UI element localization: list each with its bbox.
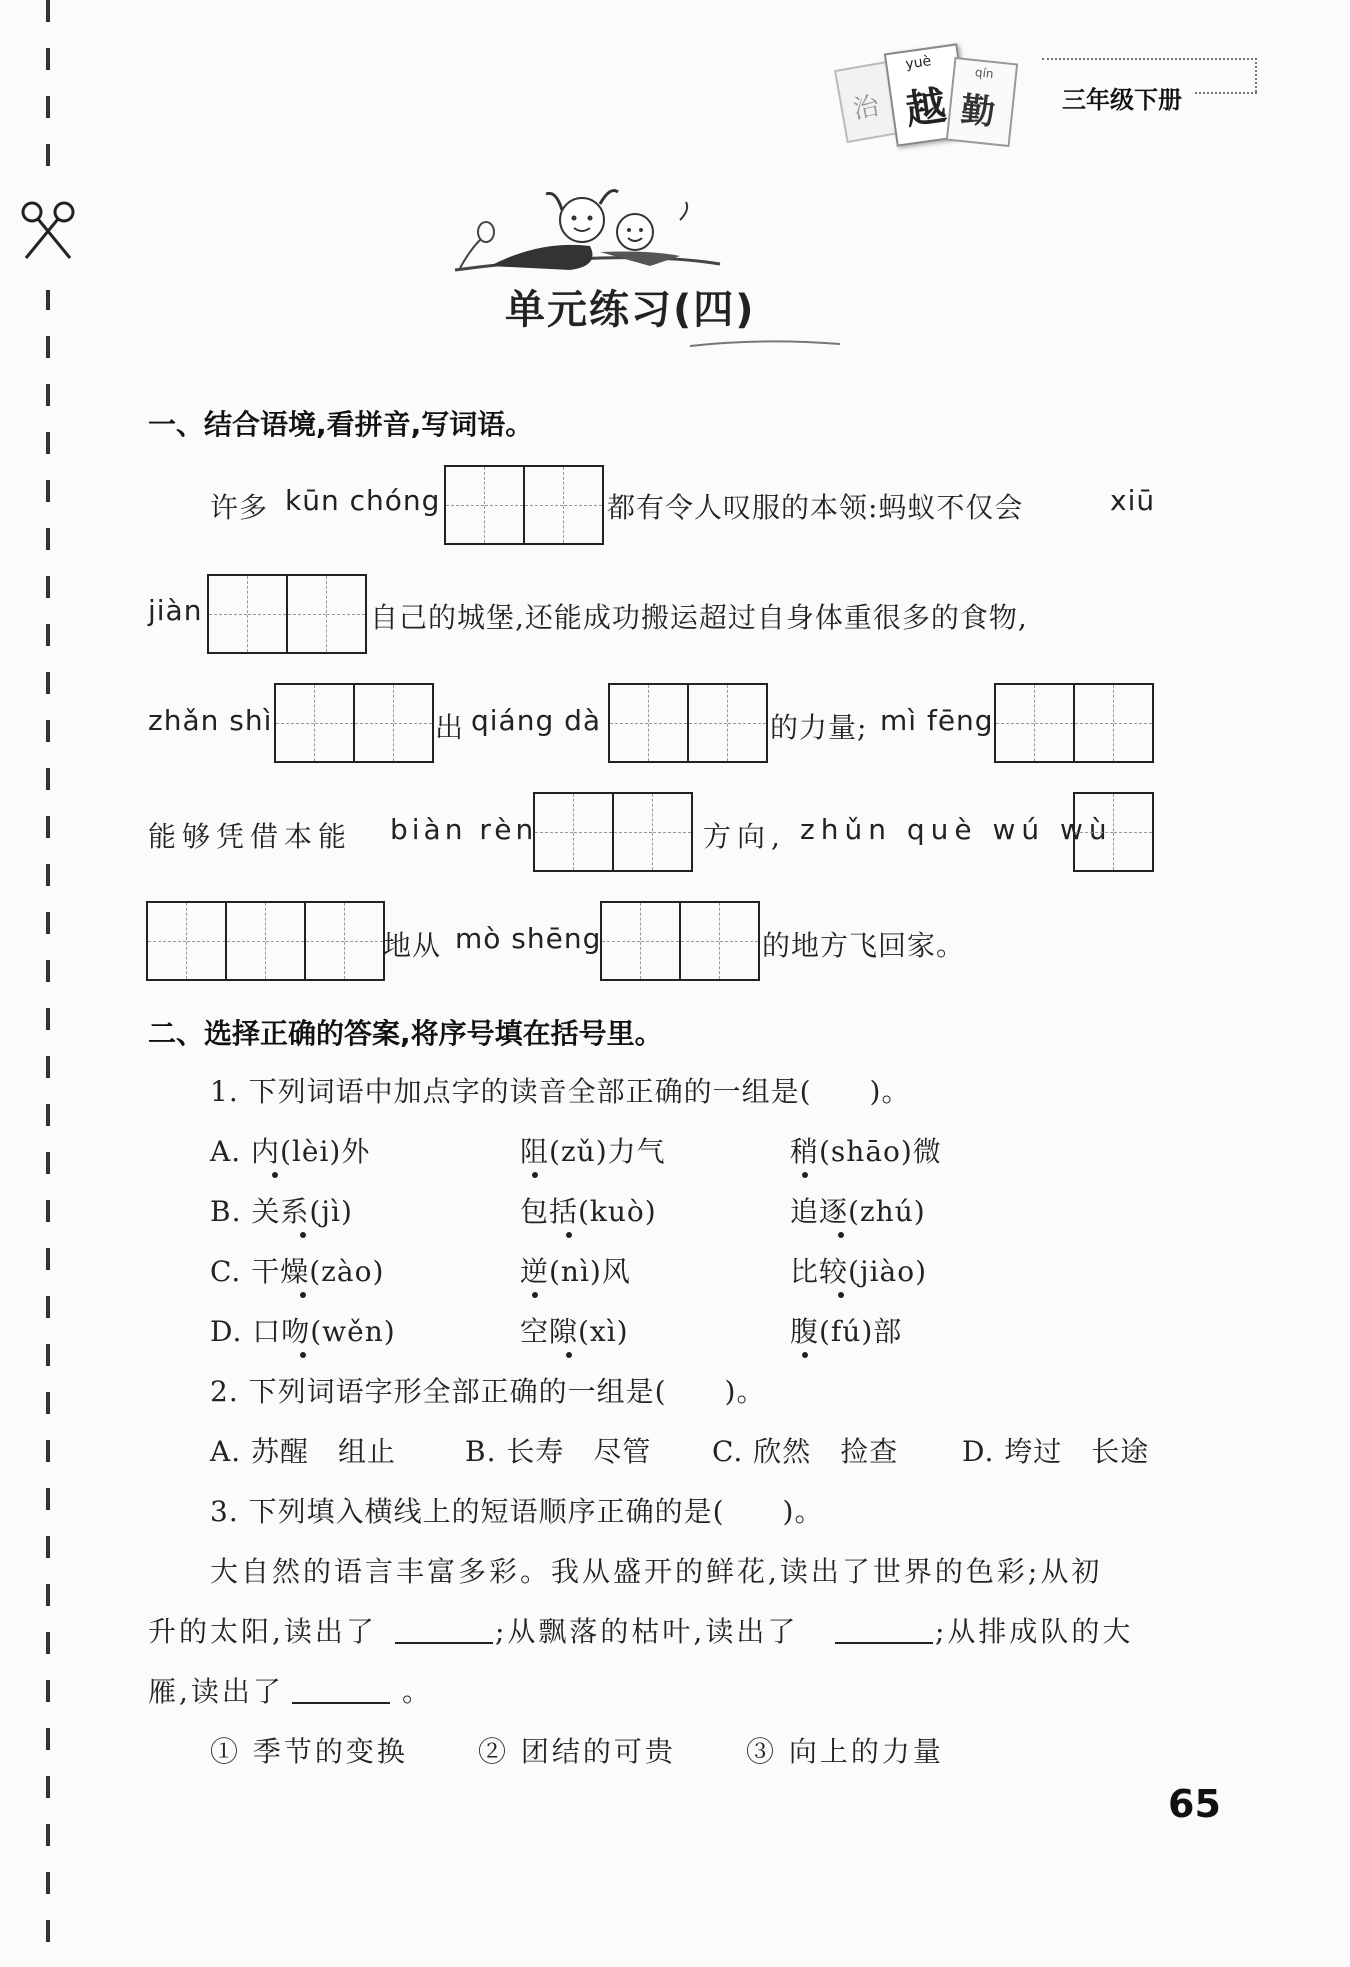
q3-paragraph-line2c: ;从排成队的大 bbox=[935, 1615, 1134, 1648]
line5-pinyin-a: mò shēng bbox=[455, 922, 602, 955]
emphasis-dot bbox=[272, 1172, 278, 1178]
line5-text-b: 的地方飞回家。 bbox=[762, 929, 966, 962]
q1-option-c1: C. 干燥(zào) bbox=[210, 1255, 385, 1288]
series-pinyin-2: qín bbox=[974, 65, 995, 82]
grade-label: 三年级下册 bbox=[1062, 86, 1182, 114]
answer-grid-zhunque-rest[interactable] bbox=[146, 901, 385, 981]
series-char-3: 勤 bbox=[958, 89, 997, 134]
q3-paragraph-line2b: ;从飘落的枯叶,读出了 bbox=[495, 1615, 799, 1648]
q2-option-a: A. 苏醒 组止 bbox=[210, 1435, 397, 1468]
line1-pinyin-b: xiū bbox=[1110, 484, 1156, 517]
line4-pinyin-b: zhǔn què wú wù bbox=[800, 813, 1113, 846]
answer-grid-zhanshi[interactable] bbox=[274, 683, 434, 763]
line4-pinyin-a: biàn rèn bbox=[390, 813, 538, 846]
answer-grid-mosheng[interactable] bbox=[600, 901, 760, 981]
emphasis-dot bbox=[300, 1352, 306, 1358]
q3-text: 3. 下列填入横线上的短语顺序正确的是( )。 bbox=[210, 1495, 824, 1528]
q1-option-b2: 包括(kuò) bbox=[520, 1195, 657, 1228]
q3-choice-3: ③ 向上的力量 bbox=[746, 1735, 944, 1768]
q2-option-c: C. 欣然 捡查 bbox=[712, 1435, 899, 1468]
q2-option-d: D. 垮过 长途 bbox=[962, 1435, 1150, 1468]
line3-pinyin-c: mì fēng bbox=[880, 704, 994, 737]
answer-grid-kunchong[interactable] bbox=[444, 465, 604, 545]
q3-blank-1[interactable] bbox=[395, 1616, 493, 1644]
q2-text: 2. 下列词语字形全部正确的一组是( )。 bbox=[210, 1375, 766, 1408]
emphasis-dot bbox=[566, 1352, 572, 1358]
answer-grid-qiangda[interactable] bbox=[608, 683, 768, 763]
q3-choice-2: ② 团结的可贵 bbox=[478, 1735, 676, 1768]
series-char-1: 治 bbox=[850, 91, 882, 126]
section2-heading: 二、选择正确的答案,将序号填在括号里。 bbox=[148, 1017, 663, 1050]
emphasis-dot bbox=[566, 1232, 572, 1238]
line3-text-b: 的力量; bbox=[770, 711, 868, 744]
answer-grid-bianren[interactable] bbox=[533, 792, 693, 872]
line3-pinyin-b: qiáng dà bbox=[471, 704, 602, 737]
grade-border-right bbox=[1255, 58, 1257, 92]
q1-text: 1. 下列词语中加点字的读音全部正确的一组是( )。 bbox=[210, 1075, 911, 1108]
line3-text-a: 出 bbox=[435, 711, 465, 744]
q3-choice-1: ① 季节的变换 bbox=[210, 1735, 408, 1768]
line4-text-a: 能够凭借本能 bbox=[148, 820, 353, 853]
line1-text-b: 都有令人叹服的本领:蚂蚁不仅会 bbox=[607, 491, 1024, 524]
q3-blank-3[interactable] bbox=[292, 1676, 390, 1704]
page-number: 65 bbox=[1168, 1782, 1221, 1826]
q3-paragraph-line3a: 雁,读出了 bbox=[148, 1675, 284, 1708]
kids-illustration bbox=[450, 180, 730, 290]
emphasis-dot bbox=[532, 1292, 538, 1298]
q1-option-a1: A. 内(lèi)外 bbox=[210, 1135, 371, 1168]
q1-option-b3: 追逐(zhú) bbox=[790, 1195, 926, 1228]
series-card-3 bbox=[946, 57, 1018, 147]
q1-option-c3: 比较(jiào) bbox=[790, 1255, 928, 1288]
q2-option-b: B. 长寿 尽管 bbox=[465, 1435, 652, 1468]
emphasis-dot bbox=[838, 1232, 844, 1238]
q3-paragraph-line1: 大自然的语言丰富多彩。我从盛开的鲜花,读出了世界的色彩;从初 bbox=[210, 1555, 1103, 1588]
scissors-icon bbox=[18, 198, 78, 268]
cut-line bbox=[46, 0, 50, 1967]
q1-option-d3: 腹(fú)部 bbox=[790, 1315, 903, 1348]
line3-pinyin-a: zhǎn shì bbox=[148, 704, 273, 737]
q1-option-a2: 阻(zǔ)力气 bbox=[520, 1135, 666, 1168]
grade-border-bottom bbox=[1195, 92, 1257, 94]
q1-option-b1: B. 关系(jì) bbox=[210, 1195, 353, 1228]
line5-text-a: 地从 bbox=[383, 929, 442, 962]
line2-text-a: 自己的城堡,还能成功搬运超过自身体重很多的食物, bbox=[370, 601, 1028, 634]
q3-blank-2[interactable] bbox=[835, 1616, 933, 1644]
q1-option-d1: D. 口吻(wěn) bbox=[210, 1315, 396, 1348]
emphasis-dot bbox=[802, 1172, 808, 1178]
q3-paragraph-line3b: 。 bbox=[402, 1675, 432, 1708]
title-underline-decoration bbox=[690, 332, 840, 352]
emphasis-dot bbox=[838, 1292, 844, 1298]
q1-option-a3: 稍(shāo)微 bbox=[790, 1135, 942, 1168]
emphasis-dot bbox=[532, 1172, 538, 1178]
line1-pinyin-a: kūn chóng bbox=[285, 484, 441, 517]
series-pinyin-1: yuè bbox=[904, 53, 933, 73]
emphasis-dot bbox=[300, 1232, 306, 1238]
emphasis-dot bbox=[300, 1292, 306, 1298]
grade-border-top bbox=[1042, 58, 1257, 60]
line2-pinyin-a: jiàn bbox=[148, 594, 203, 627]
line1-text-a: 许多 bbox=[210, 491, 269, 524]
answer-grid-mifeng[interactable] bbox=[994, 683, 1154, 763]
q3-paragraph-line2a: 升的太阳,读出了 bbox=[148, 1615, 377, 1648]
page-title: 单元练习(四) bbox=[505, 287, 756, 333]
emphasis-dot bbox=[802, 1352, 808, 1358]
series-logo bbox=[830, 40, 1020, 150]
answer-grid-zhunque-first[interactable] bbox=[1073, 792, 1154, 872]
line4-text-b: 方向, bbox=[703, 820, 786, 853]
answer-grid-xiujian[interactable] bbox=[207, 574, 367, 654]
q1-option-d2: 空隙(xì) bbox=[520, 1315, 629, 1348]
section1-heading: 一、结合语境,看拼音,写词语。 bbox=[148, 408, 534, 441]
series-char-2: 越 bbox=[902, 81, 949, 134]
q1-option-c2: 逆(nì)风 bbox=[520, 1255, 631, 1288]
